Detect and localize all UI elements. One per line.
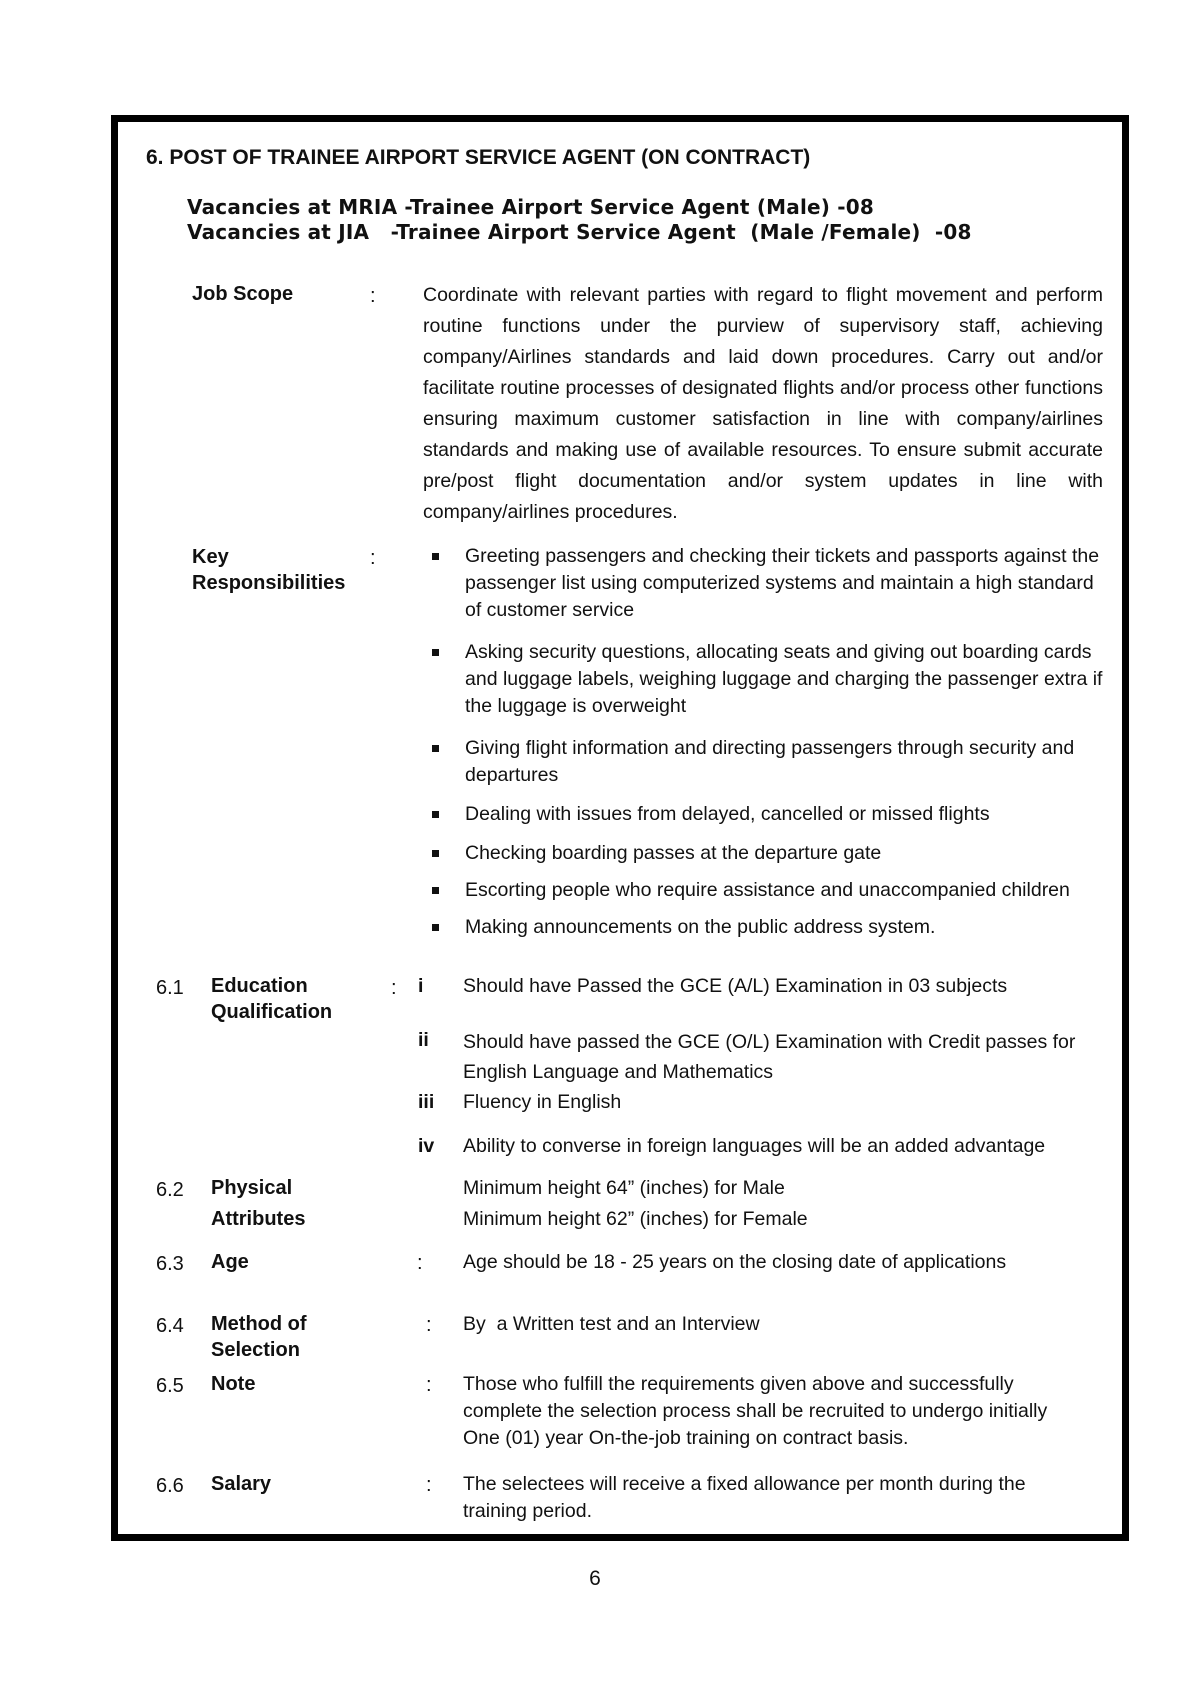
list-item: Asking security questions, allocating seats and giving out boarding cards and luggage labels, weighing luggage and charging the passenger extra if the luggage is overweight — [432, 639, 1112, 720]
selection-text: By a Written test and an Interview — [463, 1313, 760, 1335]
vacancy-line-mria: Vacancies at MRIA -Trainee Airport Service Agent (Male) -08 — [187, 195, 875, 219]
job-scope-colon: : — [370, 285, 376, 307]
physical-line-female: Minimum height 62” (inches) for Female — [463, 1208, 808, 1230]
education-roman-2: ii — [418, 1029, 429, 1051]
list-item: Escorting people who require assistance and unaccompanied children — [432, 877, 1112, 904]
education-colon: : — [391, 977, 397, 999]
education-label-line2: Qualification — [211, 1001, 333, 1023]
bullet-icon — [432, 745, 439, 752]
bullet-icon — [432, 811, 439, 818]
note-text: Those who fulfill the requirements given above and successfully complete the selection process shall be recruited to undergo initially One (01) year On-the-job training on contract basis. — [463, 1373, 1048, 1449]
education-label-line1: Education — [211, 975, 308, 997]
vacancy-line-jia: Vacancies at JIA -Trainee Airport Service Agent (Male /Female) -08 — [187, 220, 972, 244]
physical-line-male: Minimum height 64” (inches) for Male — [463, 1177, 785, 1199]
bullet-icon — [432, 553, 439, 560]
education-number: 6.1 — [156, 977, 184, 999]
page-number: 6 — [589, 1567, 601, 1590]
education-roman-4: iv — [418, 1135, 435, 1157]
key-resp-colon: : — [370, 547, 376, 569]
note-label: Note — [211, 1373, 256, 1395]
bullet-icon — [432, 850, 439, 857]
selection-colon: : — [426, 1314, 432, 1336]
education-roman-3: iii — [418, 1091, 435, 1113]
physical-number: 6.2 — [156, 1179, 184, 1201]
bullet-icon — [432, 924, 439, 931]
section-title: 6. POST OF TRAINEE AIRPORT SERVICE AGENT (ON CONTRACT) — [146, 146, 811, 169]
note-colon: : — [426, 1374, 432, 1396]
responsibilities-list — [432, 543, 1112, 941]
salary-colon: : — [426, 1474, 432, 1496]
education-item-1: Should have Passed the GCE (A/L) Examination in 03 subjects — [463, 975, 1008, 997]
selection-number: 6.4 — [156, 1315, 184, 1337]
bullet-icon — [432, 887, 439, 894]
physical-label-line2: Attributes — [211, 1208, 306, 1230]
selection-label-line2: Selection — [211, 1339, 300, 1361]
education-roman-1: i — [418, 975, 424, 997]
list-item: Greeting passengers and checking their tickets and passports against the passenger list using computerized systems and maintain a high standard of customer service — [432, 543, 1112, 624]
physical-label-line1: Physical — [211, 1177, 293, 1199]
list-item: Dealing with issues from delayed, cancelled or missed flights — [432, 801, 1112, 828]
education-item-2: Should have passed the GCE (O/L) Examination with Credit passes for English Language and Mathematics — [463, 1031, 1076, 1083]
list-item: Giving flight information and directing passengers through security and departures — [432, 735, 1112, 789]
key-resp-label-line1: Key — [192, 546, 229, 568]
salary-number: 6.6 — [156, 1475, 184, 1497]
age-label: Age — [211, 1251, 249, 1273]
age-colon: : — [417, 1252, 423, 1274]
list-item: Checking boarding passes at the departure gate — [432, 840, 1112, 867]
age-number: 6.3 — [156, 1253, 184, 1275]
salary-text: The selectees will receive a fixed allowance per month during the training period. — [463, 1473, 1026, 1522]
note-number: 6.5 — [156, 1375, 184, 1397]
list-item: Making announcements on the public address system. — [432, 914, 1112, 941]
job-scope-label: Job Scope — [192, 283, 294, 305]
age-text: Age should be 18 - 25 years on the closing date of applications — [463, 1251, 1007, 1273]
education-item-3: Fluency in English — [463, 1091, 622, 1113]
key-resp-label-line2: Responsibilities — [192, 572, 346, 594]
education-item-4: Ability to converse in foreign languages will be an added advantage — [463, 1135, 1046, 1157]
selection-label-line1: Method of — [211, 1313, 307, 1335]
salary-label: Salary — [211, 1473, 272, 1495]
job-scope-text: Coordinate with relevant parties with regard to flight movement and perform routine functions under the purview of supervisory staff, achieving company/Airlines standards and laid down procedures. Carry out and/or facilitate routine processes of designated flights and/or process other functions ensuring maximum customer satisfaction in line with company/airlines standards and making use of available resources. To ensure submit accurate pre/post flight documentation and/or system updates in line with company/airlines procedures. — [423, 284, 1103, 523]
bullet-icon — [432, 649, 439, 656]
